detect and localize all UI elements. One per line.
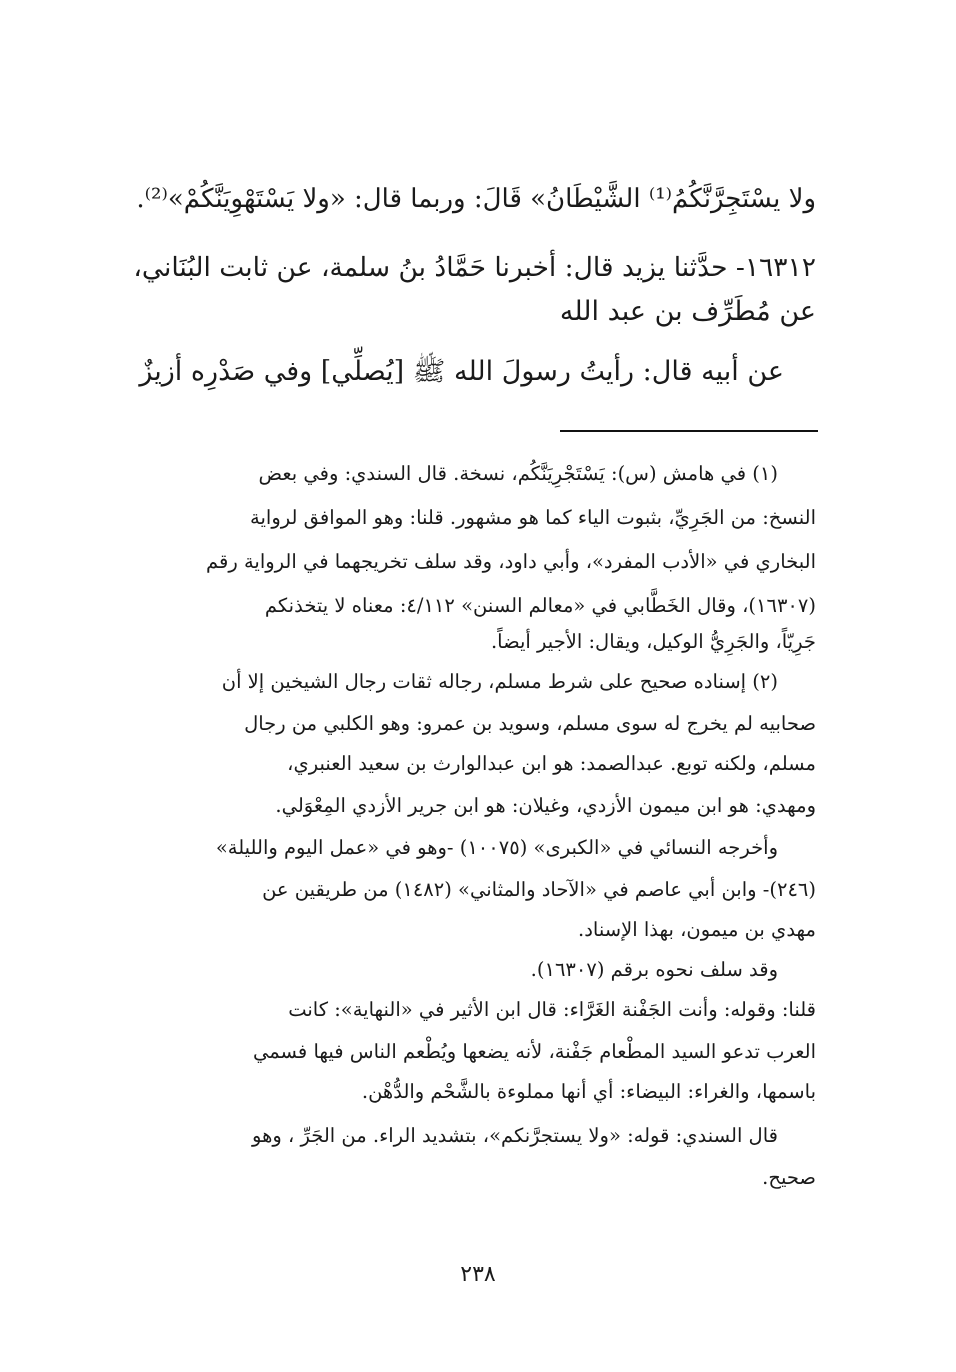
page-number: ٢٣٨ [460, 1262, 496, 1287]
footnote-line: وأخرجه النسائي في «الكبرى» (١٠٠٧٥) -وهو في «عمل اليوم والليلة» [215, 836, 778, 859]
footnote-line: وقد سلف نحوه برقم (١٦٣٠٧). [530, 958, 778, 981]
footnote-line: قال السندي: قوله: «ولا يستجرَّنكم»، بتشديد الراء. من الجَرِّ ، وهو [252, 1124, 778, 1147]
footnote-line: باسمها، والغراء: البيضاء: أي أنها مملوءة بالشَّحْم والدُّهْن. [361, 1080, 816, 1103]
footnote-line: (١) في هامش (س): يَسْتَجْرِيَنَّكُم، نسخة. قال السندي: وفي بعض [258, 462, 778, 485]
footnote-line: (١٦٣٠٧)، وقال الخَطَّابي في «معالم السنن» ٤/١١٢: معناه لا يتخذنكم [264, 594, 816, 617]
footnote-line: (٢) إسناده صحيح على شرط مسلم، رجاله ثقات رجال الشيخين إلا أن [221, 670, 778, 693]
footnote-line: صحابيه لم يخرج له سوى مسلم، وسويد بن عمرو: وهو الكلبي من رجال [244, 712, 816, 735]
footnote-line: مسلم، ولكنه توبع. عبدالصمد: هو ابن عبدالوارث بن سعيد العنبري، [287, 752, 816, 775]
hadith-line-1: ١٦٣١٢- حدَّثنا يزيد قال: أخبرنا حَمَّادُ بنُ سلمة، عن ثابت البُنَاني، [133, 252, 816, 283]
footnote-line: النسخ: من الجَرِيِّ، بثبوت الياء كما هو مشهور. قلنا: وهو الموافق لرواية [250, 506, 816, 529]
footnote-line: مهدي بن ميمون، بهذا الإسناد. [578, 918, 816, 941]
hadith-line-2: عن مُطَرِّف بن عبد الله [559, 296, 816, 327]
footnote-line: العرب تدعو السيد المطْعام جَفْنة، لأنه يضعها ويُطْعم الناس فيها فسمي [253, 1040, 816, 1063]
footnote-line: قلنا: وقوله: وأنت الجَفْنة الغَرَّاء: قال ابن الأثير في «النهاية»: كانت [288, 998, 816, 1021]
footnote-line: (٢٤٦)- وابن أبي عاصم في «الآحاد والمثاني» (١٤٨٢) من طريقين عن [262, 878, 816, 901]
footnote-line: صحيح. [762, 1166, 816, 1189]
footnote-line: جَرِيّاً، والجَرِيُّ الوكيل، ويقال: الأجير أيضاً. [490, 630, 816, 653]
footnote-line: البخاري في «الأدب المفرد»، وأبي داود، وقد سلف تخريجهما في الرواية رقم [206, 550, 816, 573]
footnote-line: ومهدي: هو ابن ميمون الأزدي، وغيلان: هو ابن جرير الأزدي المِعْوَلي. [275, 794, 816, 817]
hadith-line-3: عن أبيه قال: رأيتُ رسولَ الله ﷺ [يُصلِّي] وفي صَدْرِه أزيزٌ [139, 356, 784, 387]
footnote-separator [560, 430, 818, 432]
main-text-line-1: ولا يسْتَجِرَّنَّكُمُ⁽¹⁾ الشَّيْطَانُ» قَالَ: وربما قال: «ولا يَسْتَهْوِيَنَّكُمْ»⁽²⁾. [136, 184, 816, 214]
